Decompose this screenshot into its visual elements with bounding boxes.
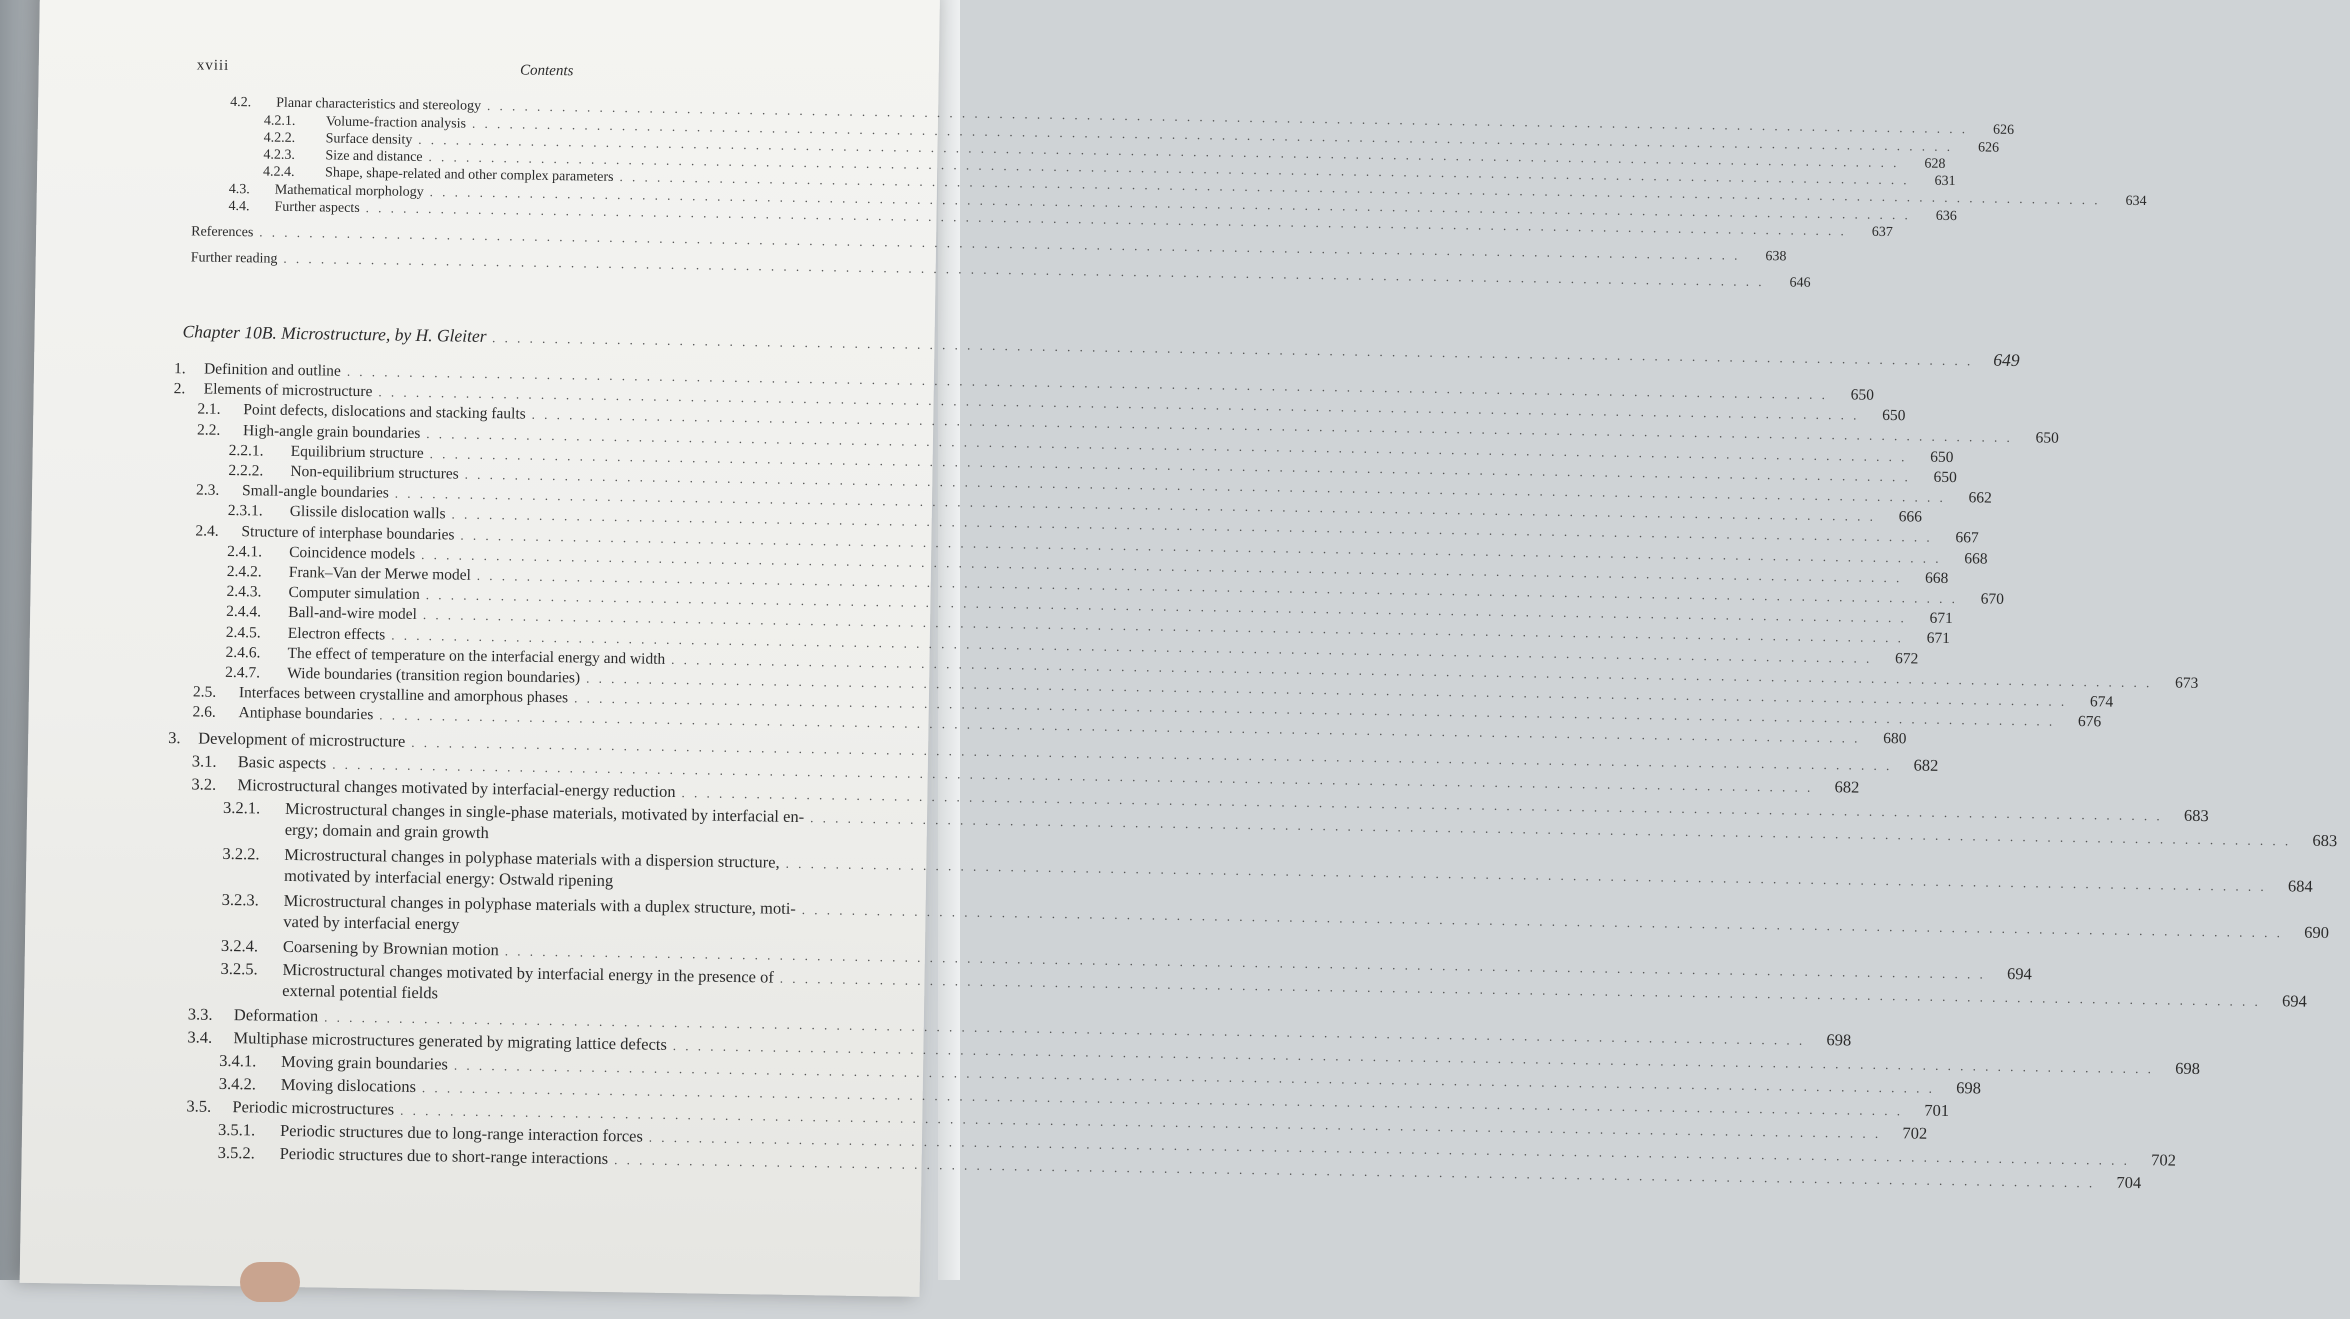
section-title: Computer simulation xyxy=(288,584,420,604)
book-page xyxy=(20,0,2338,1297)
page-ref: 626 xyxy=(1992,122,2015,138)
page-ref: 650 xyxy=(1933,468,1957,486)
section-number: 3.2.2. xyxy=(222,843,260,864)
page-ref: 628 xyxy=(1924,156,1946,172)
thumb xyxy=(240,1262,300,1302)
section-number: 2.4.6. xyxy=(225,643,261,662)
section-number: 3.2. xyxy=(191,774,217,794)
page-ref: 650 xyxy=(1882,407,1906,425)
section-title: Further reading xyxy=(190,250,278,267)
page-ref: 690 xyxy=(2304,922,2330,942)
page-ref: 631 xyxy=(1934,173,1956,190)
page-ref: 638 xyxy=(1765,249,1787,265)
page-ref: 637 xyxy=(1871,224,1893,241)
page-ref: 684 xyxy=(2287,875,2313,896)
page-ref: 650 xyxy=(1930,448,1954,466)
section-title: Multiphase microstructures generated by migrating lattice defects xyxy=(233,1027,668,1054)
page-ref: 666 xyxy=(1898,508,1923,526)
page-ref: 670 xyxy=(1980,590,2005,608)
section-number: 2.2. xyxy=(196,421,221,439)
section-number: 2.2.2. xyxy=(228,461,264,480)
section-number: 4.3. xyxy=(228,181,250,198)
section-title: Electron effects xyxy=(287,624,386,644)
page-ref: 650 xyxy=(1850,386,1875,404)
section-number: 3.3. xyxy=(187,1003,213,1024)
section-title: Wide boundaries (transition region boundaries) xyxy=(287,664,581,687)
section-title: Periodic microstructures xyxy=(232,1096,395,1119)
section-title: Chapter 10B. Microstructure, by H. Gleiter xyxy=(182,321,487,346)
section-number: 4.2.1. xyxy=(263,113,296,129)
section-number: 2.4.3. xyxy=(226,583,262,601)
section-title-continuation: vated by interfacial energy xyxy=(283,911,460,934)
section-title: Glissile dislocation walls xyxy=(289,503,446,523)
section-title: Antiphase boundaries xyxy=(238,704,374,724)
page-ref: 673 xyxy=(2174,674,2199,692)
section-title: Microstructural changes in single-phase materials, motivated by interfacial en- xyxy=(284,798,805,826)
page-ref: 704 xyxy=(2116,1172,2142,1192)
section-title: Planar characteristics and stereology xyxy=(276,95,482,114)
section-number: 4.2.4. xyxy=(262,164,295,180)
page-ref: 694 xyxy=(2281,990,2308,1011)
section-title: Point defects, dislocations and stacking faults xyxy=(243,401,526,424)
section-number: 2.4.1. xyxy=(227,542,263,561)
running-title: Contents xyxy=(519,62,574,80)
section-number: 3.1. xyxy=(191,751,217,771)
page-ref: 702 xyxy=(2151,1149,2177,1170)
section-number: 2.4.4. xyxy=(226,603,262,621)
section-title: Interfaces between crystalline and amorphous phases xyxy=(238,684,569,707)
section-number: 2.3. xyxy=(195,481,220,499)
page-ref: 634 xyxy=(2125,193,2147,210)
section-number: 3.2.4. xyxy=(220,935,259,956)
page-ref: 674 xyxy=(2089,693,2114,711)
section-title-continuation: ergy; domain and grain growth xyxy=(284,819,489,842)
section-number: 2.4.5. xyxy=(225,623,261,642)
section-title: References xyxy=(191,224,254,241)
section-number: 2.4.7. xyxy=(225,663,261,682)
section-title-continuation: external potential fields xyxy=(282,980,439,1002)
section-number: 2.3.1. xyxy=(227,502,263,520)
section-number: 2.1. xyxy=(197,400,221,419)
section-number: 3.2.3. xyxy=(221,889,259,910)
page-ref: 702 xyxy=(1902,1122,1928,1143)
section-number: 3.4.2. xyxy=(218,1073,257,1094)
section-title: Structure of interphase boundaries xyxy=(241,522,455,544)
leader-dots xyxy=(802,902,2283,941)
page-ref: 682 xyxy=(1834,776,1860,797)
page-ref: 698 xyxy=(1826,1029,1852,1050)
page-ref: 668 xyxy=(1964,549,1988,568)
page-ref: 671 xyxy=(1929,609,1954,628)
section-number: 4.2.3. xyxy=(263,147,295,163)
section-title: Microstructural changes in polyphase materials with a duplex structure, moti- xyxy=(283,890,797,918)
page-ref: 680 xyxy=(1883,730,1907,748)
page-ref: 683 xyxy=(2312,830,2338,850)
section-title: Microstructural changes motivated by interfacial energy in the presence of xyxy=(282,959,774,987)
section-number: 3.5.1. xyxy=(217,1119,256,1140)
page-ref: 698 xyxy=(2175,1058,2201,1078)
page-ref: 649 xyxy=(1993,349,2020,371)
page-ref: 683 xyxy=(2183,805,2209,825)
section-number: 2.4. xyxy=(195,522,219,540)
section-title: High-angle grain boundaries xyxy=(242,421,421,442)
section-number: 3. xyxy=(168,727,181,747)
section-title: Definition and outline xyxy=(203,360,342,380)
section-title: Further aspects xyxy=(274,199,360,216)
section-number: 3.5. xyxy=(186,1095,212,1116)
leader-dots xyxy=(786,855,2267,894)
section-number: 4.2.2. xyxy=(263,130,296,146)
page-ref: 701 xyxy=(1924,1100,1950,1120)
section-title: Small-angle boundaries xyxy=(241,482,389,502)
section-number: 3.2.1. xyxy=(222,797,261,818)
page-ref: 671 xyxy=(1926,630,1951,648)
section-number: 3.4. xyxy=(187,1026,213,1047)
section-number: 3.5.2. xyxy=(217,1142,255,1163)
section-title: Frank–Van der Merwe model xyxy=(288,563,472,584)
page-ref: 626 xyxy=(1977,140,2000,156)
section-number: 3.2.5. xyxy=(220,958,258,979)
section-title: Coarsening by Brownian motion xyxy=(282,936,499,959)
section-title: The effect of temperature on the interfacial energy and width xyxy=(287,644,666,668)
section-number: 3.4.1. xyxy=(219,1050,257,1071)
section-title: Elements of microstructure xyxy=(203,380,373,401)
page-number: xviii xyxy=(196,57,230,74)
leader-dots xyxy=(492,330,1973,369)
section-title: Periodic structures due to long-range interaction forces xyxy=(279,1120,644,1146)
section-number: 1. xyxy=(173,360,186,378)
section-title: Microstructural changes in polyphase materials with a dispersion structure, xyxy=(284,844,780,872)
page-ref: 636 xyxy=(1935,208,1957,225)
section-number: 2.5. xyxy=(192,683,217,701)
section-title-continuation: motivated by interfacial energy: Ostwald ripening xyxy=(283,865,614,890)
section-title: Coincidence models xyxy=(289,543,416,563)
section-title: Development of microstructure xyxy=(198,728,406,751)
section-title: Ball-and-wire model xyxy=(288,604,418,624)
page-ref: 667 xyxy=(1955,529,1979,547)
section-title: Basic aspects xyxy=(237,751,327,773)
page-ref: 694 xyxy=(2006,963,2033,983)
section-number: 4.4. xyxy=(228,198,250,215)
section-number: 4.2. xyxy=(230,94,252,111)
section-title: Shape, shape-related and other complex parameters xyxy=(324,165,614,185)
section-title: Mathematical morphology xyxy=(274,182,424,200)
section-number: 2.4.2. xyxy=(226,562,262,581)
page-ref: 646 xyxy=(1789,275,1811,291)
section-title: Periodic structures due to short-range interactions xyxy=(279,1143,609,1168)
section-number: 2.2.1. xyxy=(228,441,264,460)
section-number: 2. xyxy=(173,380,186,398)
section-title: Surface density xyxy=(325,131,413,148)
page-ref: 668 xyxy=(1924,569,1949,587)
section-title: Deformation xyxy=(233,1004,319,1026)
section-title: Non-equilibrium structures xyxy=(290,462,459,483)
page-ref: 698 xyxy=(1956,1077,1982,1098)
section-title: Moving dislocations xyxy=(280,1074,417,1096)
section-number: 2.6. xyxy=(192,703,216,722)
section-title: Moving grain boundaries xyxy=(281,1051,449,1074)
leader-dots xyxy=(780,970,2261,1009)
section-title: Equilibrium structure xyxy=(290,442,424,462)
page-ref: 662 xyxy=(1968,489,1992,507)
page-ref: 650 xyxy=(2035,429,2059,448)
page-ref: 676 xyxy=(2077,713,2102,731)
section-title: Volume-fraction analysis xyxy=(325,114,467,132)
page-ref: 672 xyxy=(1894,649,1919,668)
section-title: Size and distance xyxy=(325,148,423,165)
running-header xyxy=(197,57,897,92)
section-title: Microstructural changes motivated by interfacial-energy reduction xyxy=(237,774,676,801)
page-ref: 682 xyxy=(1913,755,1939,775)
